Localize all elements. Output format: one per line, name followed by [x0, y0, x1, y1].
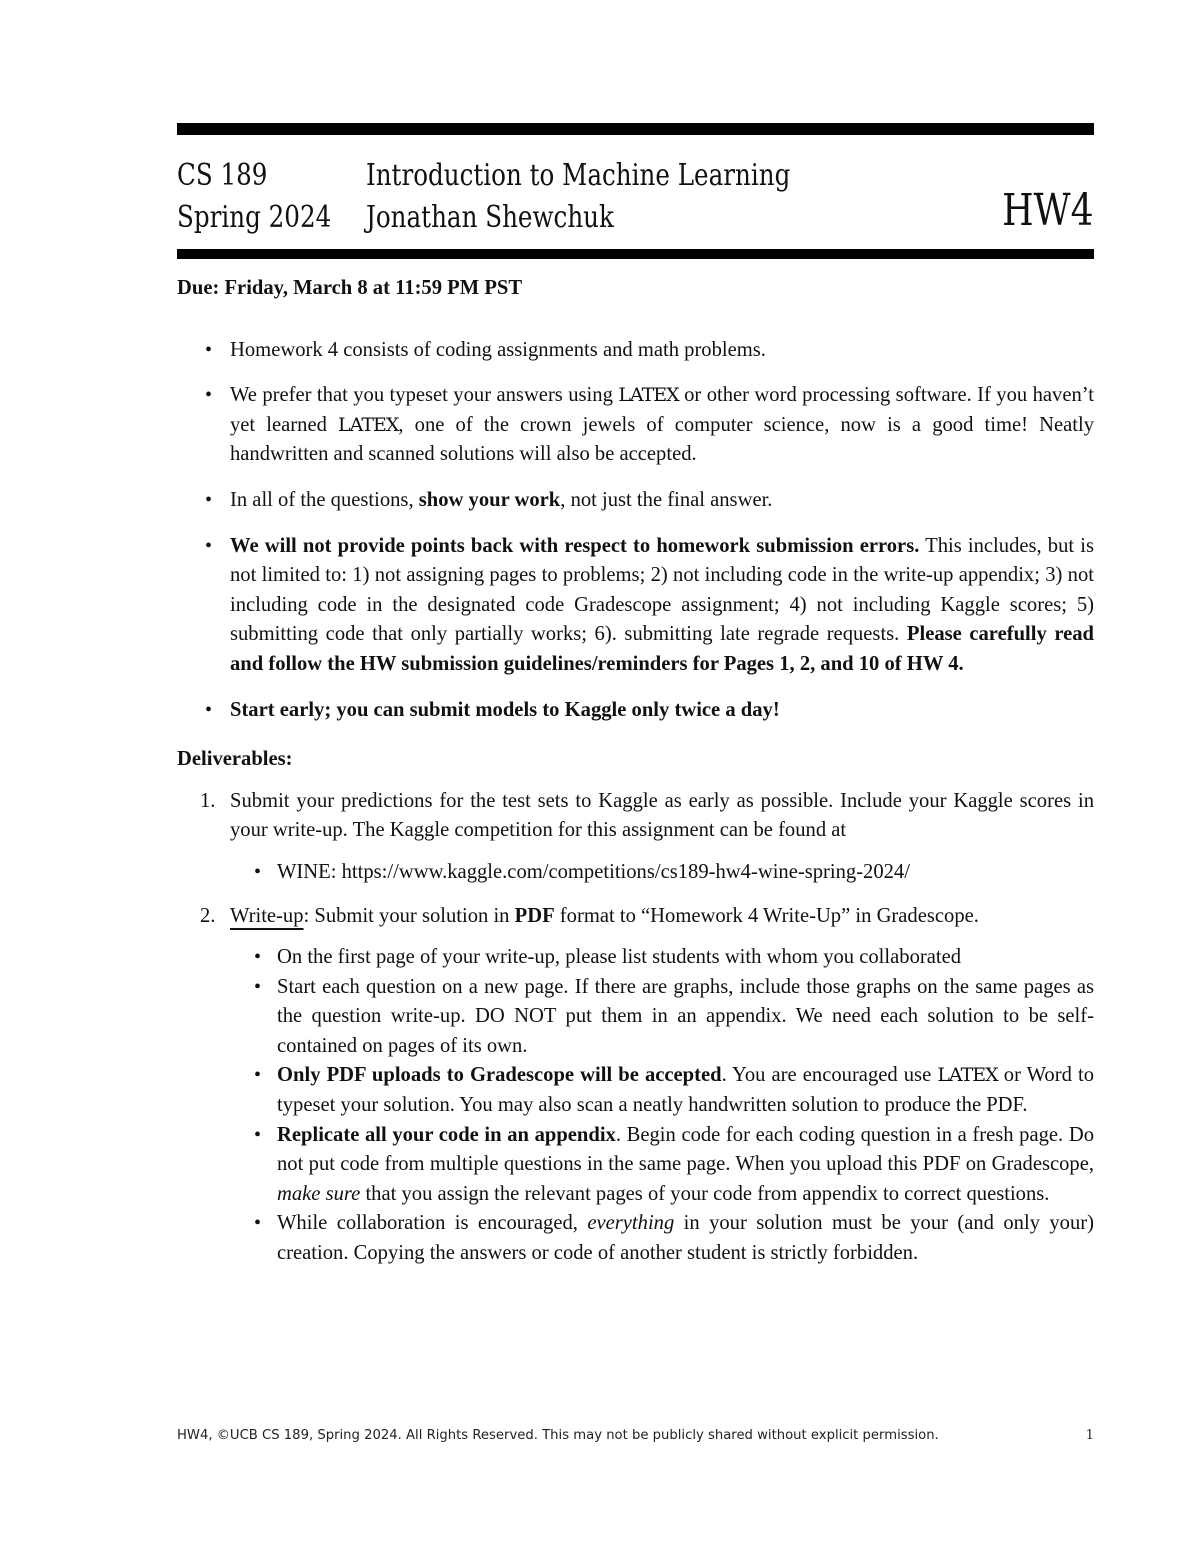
bullet-text: Homework 4 consists of coding assignments and math problems. — [230, 338, 766, 361]
write-up-label: Write-up — [230, 904, 304, 927]
course-number: CS 189 — [177, 158, 268, 193]
list-item — [177, 787, 1094, 888]
term: Spring 2024 — [177, 200, 332, 235]
list-item — [230, 973, 1094, 1062]
emphasis: We will not provide points back with respect to homework submission errors. — [230, 534, 920, 557]
page-footer — [177, 1428, 1094, 1443]
italic-text: make sure — [277, 1182, 361, 1205]
course-title: Introduction to Machine Learning — [366, 158, 791, 193]
list-item — [230, 858, 1094, 888]
emphasis: Only PDF uploads to Gradescope will be accepted — [277, 1064, 722, 1087]
sub-text: . Begin code for each coding question in a fresh page. Do not put code from multiple questions in the same page. When you upload this PDF on Gradescope, — [277, 1123, 1094, 1176]
sub-list — [230, 943, 1094, 1269]
sub-text: that you assign the relevant pages of your code from appendix to correct questions. — [360, 1182, 1050, 1205]
kaggle-link[interactable]: WINE: https://www.kaggle.com/competitions/cs189-hw4-wine-spring-2024/ — [277, 860, 910, 883]
emphasis: Replicate all your code in an appendix — [277, 1123, 616, 1146]
emphasis: Start early; you can submit models to Kaggle only twice a day! — [230, 698, 780, 721]
list-item — [177, 902, 1094, 1269]
bullet-text: or other word processing software. If you haven’t yet learned — [230, 384, 1094, 436]
due-date: Due: Friday, March 8 at 11:59 PM PST — [177, 277, 523, 299]
emphasis: PDF — [514, 904, 555, 927]
list-item — [230, 1209, 1094, 1268]
bullet-text: In all of the questions, — [230, 488, 419, 511]
sub-text: On the first page of your write-up, please list students with whom you collaborated — [277, 946, 962, 969]
list-item — [230, 943, 1094, 973]
sub-list — [230, 858, 1094, 888]
header-top-rule — [177, 123, 1094, 135]
item-text: Submit your predictions for the test sets to Kaggle as early as possible. Include your Kaggle scores in your write-up. The Kaggle competition for this assignment can be found at — [230, 789, 1094, 842]
latex-logo: LATEX — [338, 413, 399, 436]
list-item — [177, 381, 1094, 470]
sub-text: or Word to typeset your solution. You may also scan a neatly handwritten solution to produce the PDF. — [277, 1064, 1094, 1117]
bullet-text: This includes, but is not limited to: 1) not assigning pages to problems; 2) not including code in the write-up appendix; 3) not including code in the designated code Gradescope assignment; 4) not including Kaggle scores; 5) submitting code that only partially works; 6). submitting late regrade requests. — [230, 534, 1094, 646]
italic-text: everything — [587, 1212, 675, 1235]
list-item — [177, 696, 1094, 726]
emphasis: show your work — [418, 488, 561, 511]
latex-logo: LATEX — [937, 1064, 998, 1087]
deliverables-list — [177, 787, 1094, 1269]
homework-label: HW4 — [1002, 185, 1094, 236]
instructor: Jonathan Shewchuk — [366, 200, 614, 235]
page-number: 1 — [1085, 1428, 1094, 1443]
item-number: 1. — [200, 789, 216, 812]
footer-text: HW4, ©UCB CS 189, Spring 2024. All Rights Reserved. This may not be publicly shared without explicit permission. — [177, 1428, 939, 1443]
sub-text: Start each question on a new page. If there are graphs, include those graphs on the same pages as the question write-up. DO NOT put them in an appendix. We need each solution to be self-contained on pages of its own. — [277, 975, 1094, 1057]
sub-text: . You are encouraged use — [721, 1064, 938, 1087]
list-item — [177, 532, 1094, 680]
instructions-list — [177, 336, 1094, 726]
list-item — [230, 1121, 1094, 1210]
list-item — [177, 336, 1094, 366]
emphasis: Please carefully read and follow the HW submission guidelines/reminders for Pages 1, 2, and 10 of HW 4. — [230, 623, 1094, 675]
list-item — [177, 486, 1094, 516]
bullet-text: We prefer that you typeset your answers using — [230, 384, 619, 407]
bullet-text: , not just the final answer. — [560, 488, 773, 511]
sub-text: While collaboration is encouraged, — [277, 1212, 588, 1235]
deliverables-heading: Deliverables: — [177, 748, 293, 771]
header-bottom-rule — [177, 249, 1094, 259]
item-text: : Submit your solution in — [303, 904, 515, 927]
sub-text: in your solution must be your (and only your) creation. Copying the answers or code of another student is strictly forbidden. — [277, 1212, 1094, 1265]
item-text: format to “Homework 4 Write-Up” in Gradescope. — [554, 904, 979, 927]
bullet-text: , one of the crown jewels of computer science, now is a good time! Neatly handwritten and scanned solutions will also be accepted. — [230, 413, 1094, 466]
list-item — [230, 1061, 1094, 1120]
page-body — [177, 274, 1094, 1283]
item-number: 2. — [200, 904, 216, 927]
latex-logo: LATEX — [618, 384, 679, 407]
